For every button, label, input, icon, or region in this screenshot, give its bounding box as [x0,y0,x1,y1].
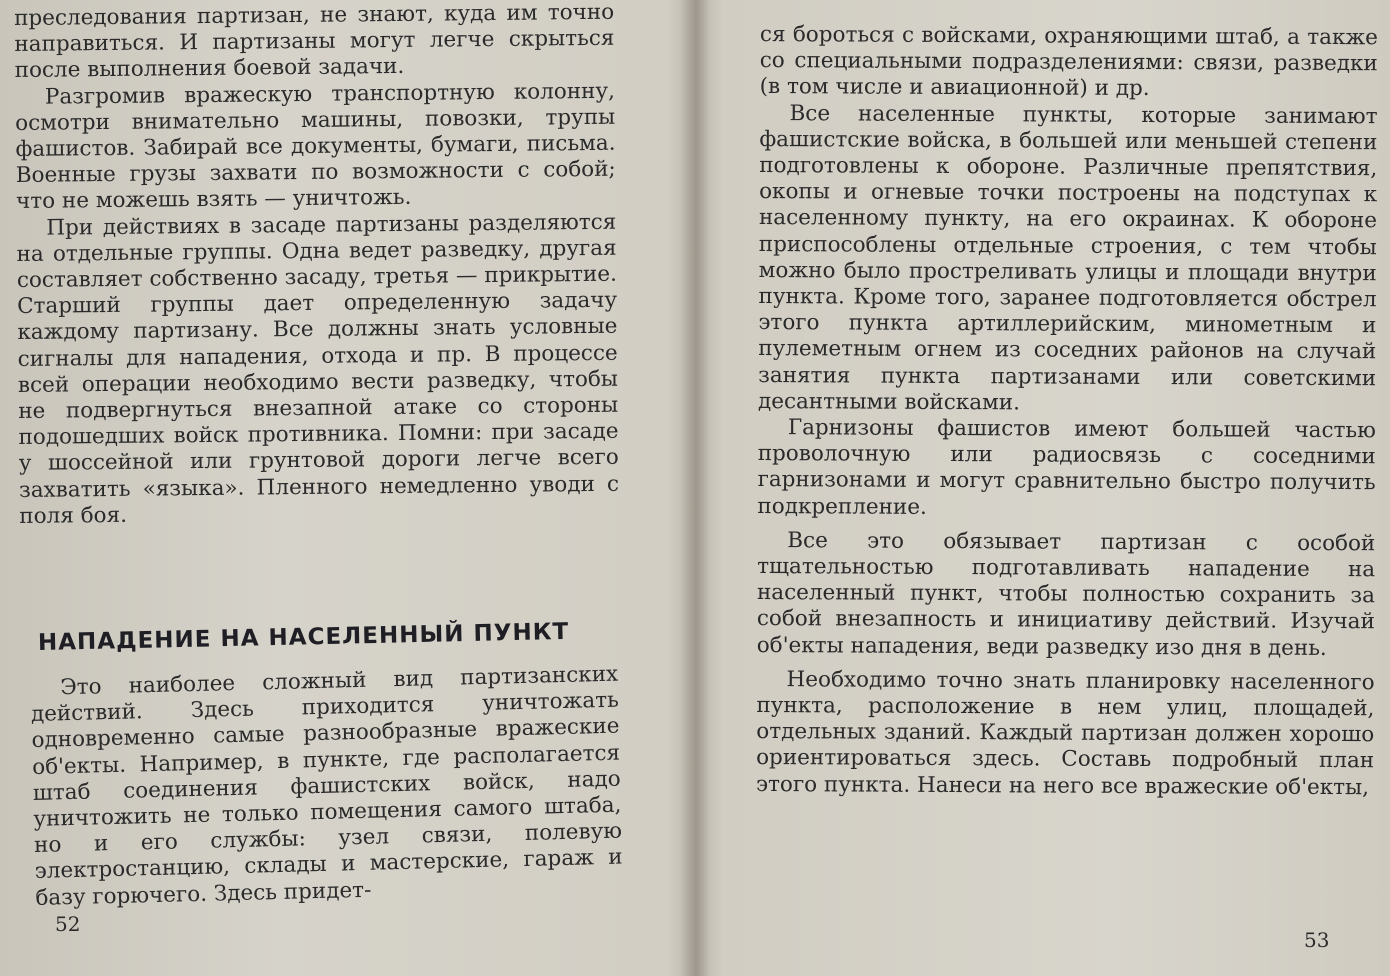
right-page-text [756,22,1378,801]
left-page [0,0,690,976]
right-page [700,0,1390,976]
paragraph: ся бороться с войсками, охраняющими штаб, а также со специальными подразделениями: связи, разведки (в том числе и авиационной) и др. [759,22,1378,102]
left-page-text-top [14,0,619,530]
paragraph: При действиях в засаде партизаны разделяются на отдельные группы. Одна ведет разведку, другая составляет собственно засаду, третья — прикрытие. Старший группы дает определенную задачу каждому партизану. Все должны знать условные сигналы для нападения, отхода и пр. В процессе всей операции необходимо вести разведку, чтобы не подвергнуться внезапной атаке со стороны подошедших войск противника. Помни: при засаде у шоссейной или грунтовой дороги легче всего захватить «языка». Пленного немедленно уводи с поля боя. [16,209,620,529]
paragraph: Все населенные пункты, которые занимают фашистские войска, в большей или меньшей степени подготовлены к обороне. Различные препятствия, окопы и огневые точки построены на подступах к населенному пункту, на его окраинах. К обороне приспособлены отдельные строения, с тем чтобы можно было простреливать улицы и площади внутри пункта. Кроме того, заранее подготовляется обстрел этого пункта артиллерийским, минометным и пулеметным огнем из соседних районов на случай занятия пункта партизанами или советскими десантными войсками. [757,100,1378,416]
paragraph: преследования партизан, не знают, куда им точно направиться. И партизаны могут легче скрыться после выполнения боевой задачи. [14,0,615,84]
section-heading: НАПАДЕНИЕ НА НАСЕЛЕННЫЙ ПУНКТ [37,618,570,656]
paragraph: Все это обязывает партизан с особой тщательностью подготавливать нападение на населенный пункт, чтобы полностью сохранить за собой внезапность и инициативу действий. Изучай об'екты нападения, веди разведку изо дня в день. [756,528,1376,661]
left-page-text-bottom [30,662,624,912]
paragraph: Необходимо точно знать планировку населенного пункта, расположение в нем улиц, площадей, отдельных зданий. Каждый партизан должен хорошо ориентироваться здесь. Составь подробный план этого пункта. Нанеси на него все вражеские об'екты, [755,667,1375,800]
page-number: 53 [1304,928,1330,952]
paragraph: Гарнизоны фашистов имеют большей частью проволочную или радиосвязь с соседними гарнизонами и могут сравнительно быстро получить подкрепление. [757,415,1376,520]
page-number: 52 [55,912,81,936]
paragraph: Разгромив вражескую транспортную колонну, осмотри внимательно машины, повозки, трупы фашистов. Забирай все документы, бумаги, письма. Военные грузы захвати по возможности с собой; что не можешь взять — уничтожь. [15,78,616,215]
paragraph: Это наиболее сложный вид партизанских действий. Здесь приходится уничтожать одновременно самые разнообразные вражеские об'екты. Например, в пункте, где располагается штаб соединения фашистских войск, надо уничтожить не только помещения самого штаба, но и его службы: узел связи, полевую электростанцию, склады и мастерские, гараж и базу горючего. Здесь придет- [30,661,623,911]
